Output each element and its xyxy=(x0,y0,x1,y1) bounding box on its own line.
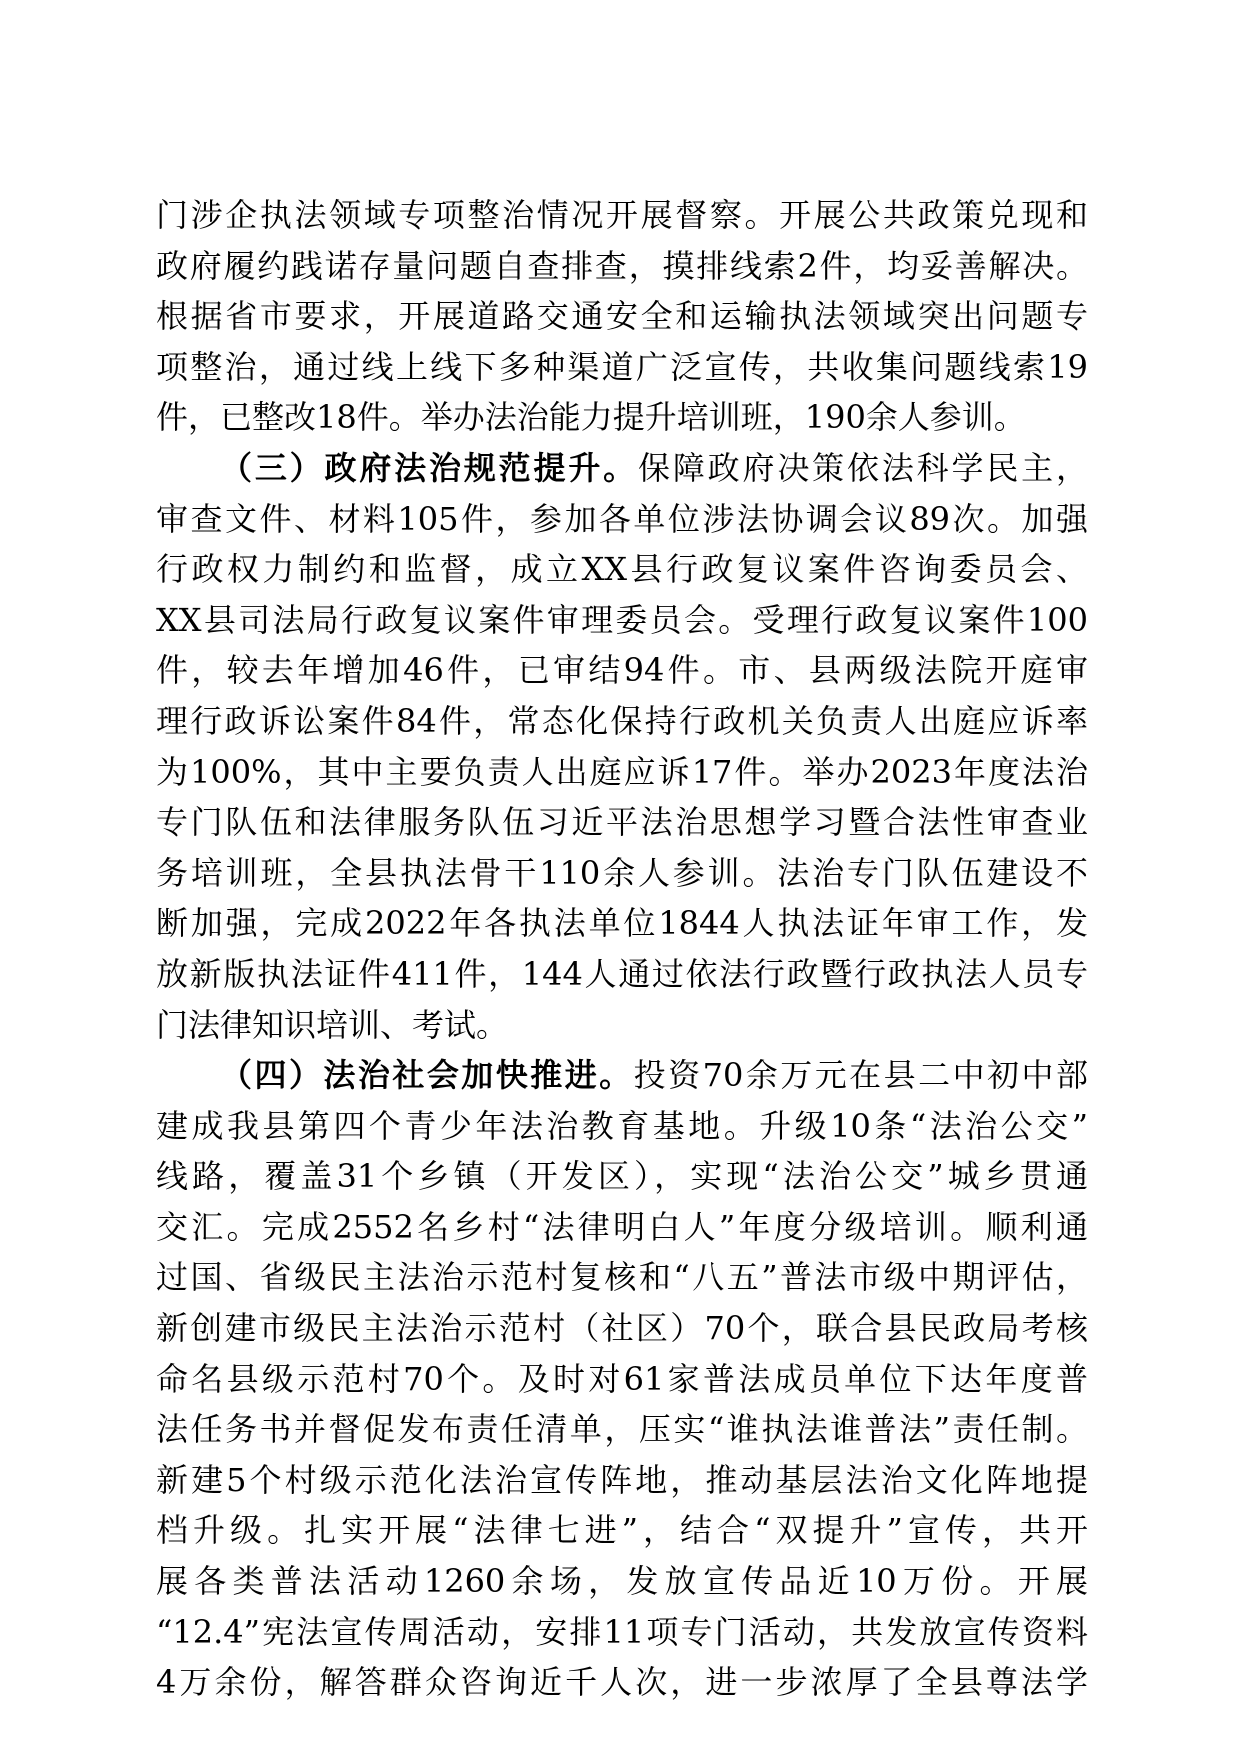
text-span: 投资70余万元在县二中初中部 xyxy=(633,1056,1088,1095)
text-line: 为100%，其中主要负责人出庭应诉17件。举办2023年度法治 xyxy=(156,752,1088,791)
text-line: 过国、省级民主法治示范村复核和“八五”普法市级中期评估， xyxy=(156,1258,1088,1297)
text-line: 展各类普法活动1260余场，发放宣传品近10万份。开展 xyxy=(156,1562,1088,1601)
text-line: 件，较去年增加46件，已审结94件。市、县两级法院开庭审 xyxy=(156,651,1088,690)
text-line: 专门队伍和法律服务队伍习近平法治思想学习暨合法性审查业 xyxy=(156,803,1088,842)
text-line: 项整治，通过线上线下多种渠道广泛宣传，共收集问题线索19 xyxy=(156,347,1088,386)
text-line: 交汇。完成2552名乡村“法律明白人”年度分级培训。顺利通 xyxy=(156,1207,1088,1246)
text-span: 保障政府决策依法科学民主， xyxy=(638,448,1088,487)
text-line: 审查文件、材料105件，参加各单位涉法协调会议89次。加强 xyxy=(156,499,1088,538)
text-line: 建成我县第四个青少年法治教育基地。升级10条“法治公交” xyxy=(156,1106,1088,1145)
text-line: “12.4”宪法宣传周活动，安排11项专门活动，共发放宣传资料 xyxy=(156,1612,1088,1651)
text-line: 命名县级示范村70个。及时对61家普法成员单位下达年度普 xyxy=(156,1359,1088,1398)
text-line: 断加强，完成2022年各执法单位1844人执法证年审工作，发 xyxy=(156,904,1088,943)
text-line: 4万余份，解答群众咨询近千人次，进一步浓厚了全县尊法学 xyxy=(156,1663,1088,1702)
text-line: 放新版执法证件411件，144人通过依法行政暨行政执法人员专 xyxy=(156,954,1088,993)
text-line: 法任务书并督促发布责任清单，压实“谁执法谁普法”责任制。 xyxy=(156,1410,1088,1449)
text-line: 政府履约践诺存量问题自查排查，摸排线索2件，均妥善解决。 xyxy=(156,246,1088,285)
text-line: 务培训班，全县执法骨干110余人参训。法治专门队伍建设不 xyxy=(156,853,1088,892)
text-line: 件，已整改18件。举办法治能力提升培训班，190余人参训。 xyxy=(156,398,1026,437)
paragraph-2 xyxy=(156,443,1088,1050)
text-line: XX县司法局行政复议案件审理委员会。受理行政复议案件100 xyxy=(156,600,1088,639)
document-body xyxy=(156,190,1088,1708)
text-line: 档升级。扎实开展“法律七进”，结合“双提升”宣传，共开 xyxy=(156,1511,1088,1550)
section-heading: （四）法治社会加快推进。 xyxy=(220,1056,634,1095)
paragraph-first-line xyxy=(156,1050,1088,1101)
text-line: 行政权力制约和监督，成立XX县行政复议案件咨询委员会、 xyxy=(156,550,1088,589)
text-line: 根据省市要求，开展道路交通安全和运输执法领域突出问题专 xyxy=(156,297,1088,336)
text-line: 新建5个村级示范化法治宣传阵地，推动基层法治文化阵地提 xyxy=(156,1460,1088,1499)
text-line: 理行政诉讼案件84件，常态化保持行政机关负责人出庭应诉率 xyxy=(156,701,1088,740)
text-line: 新创建市级民主法治示范村（社区）70个，联合县民政局考核 xyxy=(156,1309,1088,1348)
section-heading: （三）政府法治规范提升。 xyxy=(220,448,638,487)
paragraph-1 xyxy=(156,190,1088,443)
paragraph-first-line xyxy=(156,443,1088,494)
text-line: 门法律知识培训、考试。 xyxy=(156,1005,509,1044)
text-line: 门涉企执法领域专项整治情况开展督察。开展公共政策兑现和 xyxy=(156,196,1088,234)
text-line: 线路，覆盖31个乡镇（开发区），实现“法治公交”城乡贯通 xyxy=(156,1157,1088,1196)
paragraph-3 xyxy=(156,1050,1088,1708)
